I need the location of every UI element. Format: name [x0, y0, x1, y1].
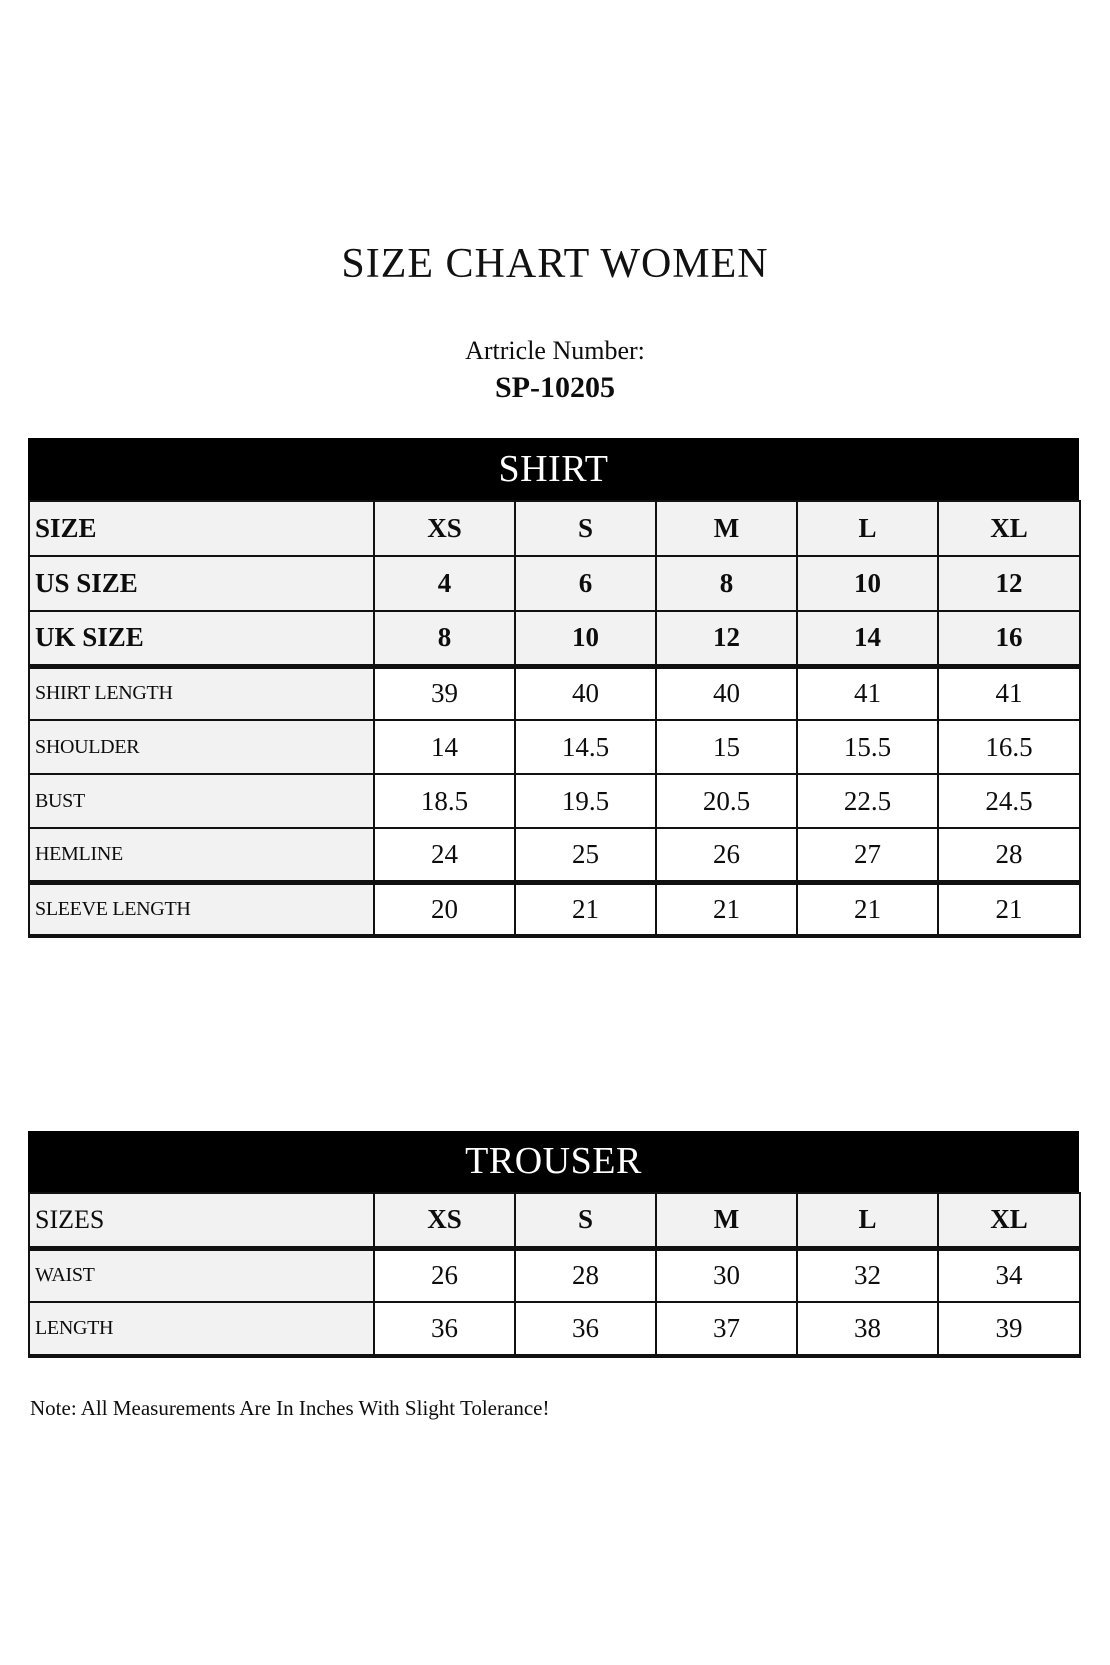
size-cell: 10	[797, 556, 938, 611]
measure-cell: 22.5	[797, 774, 938, 828]
trouser-row-waist	[29, 1248, 1080, 1302]
size-cell: L	[797, 501, 938, 556]
size-cell: 12	[938, 556, 1080, 611]
measurement-note: Note: All Measurements Are In Inches With Slight Tolerance!	[30, 1396, 550, 1420]
row-label: BUST	[29, 774, 374, 828]
measure-cell: 26	[374, 1248, 515, 1302]
shirt-row-shirt-length	[29, 666, 1080, 720]
size-cell: 12	[656, 611, 797, 666]
row-label: SHOULDER	[29, 720, 374, 774]
measure-cell: 19.5	[515, 774, 656, 828]
measure-cell: 25	[515, 828, 656, 882]
measure-cell: 39	[374, 666, 515, 720]
measure-cell: 39	[938, 1302, 1080, 1356]
trouser-table-caption: TROUSER	[28, 1131, 1079, 1192]
measure-cell: 28	[938, 828, 1080, 882]
size-cell: XL	[938, 501, 1080, 556]
trouser-size-table	[28, 1131, 1079, 1358]
row-label: WAIST	[29, 1248, 374, 1302]
size-cell: 14	[797, 611, 938, 666]
size-cell: 8	[656, 556, 797, 611]
measure-cell: 14	[374, 720, 515, 774]
size-cell: XS	[374, 501, 515, 556]
shirt-row-size	[29, 501, 1080, 556]
row-label: SIZES	[29, 1193, 374, 1248]
measure-cell: 40	[656, 666, 797, 720]
row-label: SLEEVE LENGTH	[29, 882, 374, 936]
measure-cell: 24	[374, 828, 515, 882]
shirt-row-us-size	[29, 556, 1080, 611]
measure-cell: 24.5	[938, 774, 1080, 828]
size-cell: 8	[374, 611, 515, 666]
trouser-row-sizes	[29, 1193, 1080, 1248]
shirt-table-grid	[28, 500, 1081, 938]
size-cell: M	[656, 501, 797, 556]
measure-cell: 15	[656, 720, 797, 774]
size-cell: L	[797, 1193, 938, 1248]
shirt-table-caption: SHIRT	[28, 438, 1079, 500]
row-label: SHIRT LENGTH	[29, 666, 374, 720]
row-label: UK SIZE	[29, 611, 374, 666]
row-label: HEMLINE	[29, 828, 374, 882]
row-label: US SIZE	[29, 556, 374, 611]
measure-cell: 41	[797, 666, 938, 720]
shirt-row-bust	[29, 774, 1080, 828]
measure-cell: 20.5	[656, 774, 797, 828]
size-cell: 10	[515, 611, 656, 666]
measure-cell: 21	[938, 882, 1080, 936]
shirt-row-uk-size	[29, 611, 1080, 666]
trouser-table-grid	[28, 1192, 1081, 1358]
measure-cell: 21	[797, 882, 938, 936]
measure-cell: 18.5	[374, 774, 515, 828]
trouser-row-length	[29, 1302, 1080, 1356]
size-cell: 16	[938, 611, 1080, 666]
page-title: SIZE CHART WOMEN	[341, 241, 769, 287]
row-label: SIZE	[29, 501, 374, 556]
size-cell: XS	[374, 1193, 515, 1248]
size-cell: 6	[515, 556, 656, 611]
measure-cell: 38	[797, 1302, 938, 1356]
measure-cell: 15.5	[797, 720, 938, 774]
measure-cell: 41	[938, 666, 1080, 720]
measure-cell: 34	[938, 1248, 1080, 1302]
shirt-row-sleeve-length	[29, 882, 1080, 936]
row-label: LENGTH	[29, 1302, 374, 1356]
measure-cell: 21	[515, 882, 656, 936]
measure-cell: 30	[656, 1248, 797, 1302]
measure-cell: 21	[656, 882, 797, 936]
size-cell: M	[656, 1193, 797, 1248]
shirt-row-hemline	[29, 828, 1080, 882]
article-number-value: SP-10205	[495, 371, 615, 404]
shirt-row-shoulder	[29, 720, 1080, 774]
measure-cell: 36	[374, 1302, 515, 1356]
measure-cell: 32	[797, 1248, 938, 1302]
measure-cell: 20	[374, 882, 515, 936]
shirt-size-table	[28, 438, 1079, 938]
article-number-label: Artricle Number:	[465, 336, 645, 365]
size-cell: 4	[374, 556, 515, 611]
measure-cell: 26	[656, 828, 797, 882]
size-cell: XL	[938, 1193, 1080, 1248]
measure-cell: 16.5	[938, 720, 1080, 774]
size-cell: S	[515, 1193, 656, 1248]
measure-cell: 14.5	[515, 720, 656, 774]
measure-cell: 28	[515, 1248, 656, 1302]
measure-cell: 40	[515, 666, 656, 720]
measure-cell: 27	[797, 828, 938, 882]
measure-cell: 37	[656, 1302, 797, 1356]
measure-cell: 36	[515, 1302, 656, 1356]
size-cell: S	[515, 501, 656, 556]
